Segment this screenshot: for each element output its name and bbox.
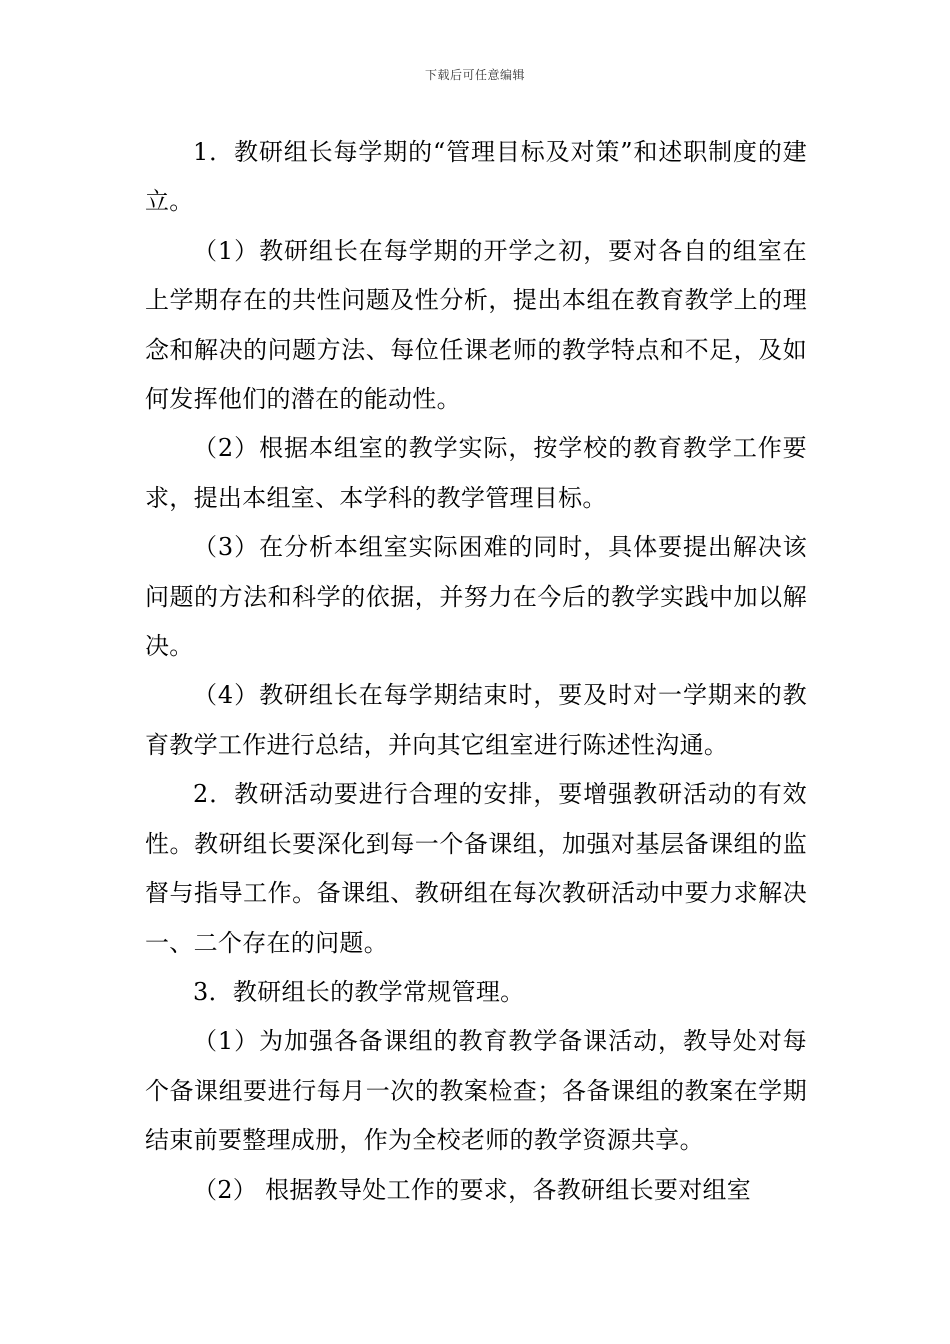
paragraph-2: 2．教研活动要进行合理的安排，要增强教研活动的有效性。教研组长要深化到每一个备课组，加强对基层备课组的监督与指导工作。备课组、教研组在每次教研活动中要力求解决一、二个存在的问题。 bbox=[145, 780, 807, 957]
paragraph-3-2: （2） 根据教导处工作的要求，各教研组长要对组室 bbox=[193, 1175, 752, 1204]
header-note: 下载后可任意编辑 bbox=[424, 68, 525, 82]
paragraph-1-2: （2）根据本组室的教学实际，按学校的教育教学工作要求，提出本组室、本学科的教学管理目标。 bbox=[145, 434, 807, 512]
paragraph-1-3: （3）在分析本组室实际困难的同时，具体要提出解决该问题的方法和科学的依据，并努力在今后的教学实践中加以解决。 bbox=[145, 533, 807, 661]
paragraph-1: 1．教研组长每学期的“管理目标及对策”和述职制度的建立。 bbox=[145, 138, 807, 216]
paragraph-3: 3．教研组长的教学常规管理。 bbox=[193, 977, 525, 1006]
paragraph-1-4: （4）教研组长在每学期结束时，要及时对一学期来的教育教学工作进行总结，并向其它组室进行陈述性沟通。 bbox=[145, 681, 807, 759]
document-body bbox=[145, 128, 807, 1215]
paragraph-3-1: （1）为加强各备课组的教育教学备课活动，教导处对每个备课组要进行每月一次的教案检查；各备课组的教案在学期结束前要整理成册，作为全校老师的教学资源共享。 bbox=[145, 1027, 807, 1155]
paragraph-1-1: （1）教研组长在每学期的开学之初，要对各自的组室在上学期存在的共性问题及性分析，提出本组在教育教学上的理念和解决的问题方法、每位任课老师的教学特点和不足，及如何发挥他们的潜在的能动性。 bbox=[145, 236, 807, 414]
